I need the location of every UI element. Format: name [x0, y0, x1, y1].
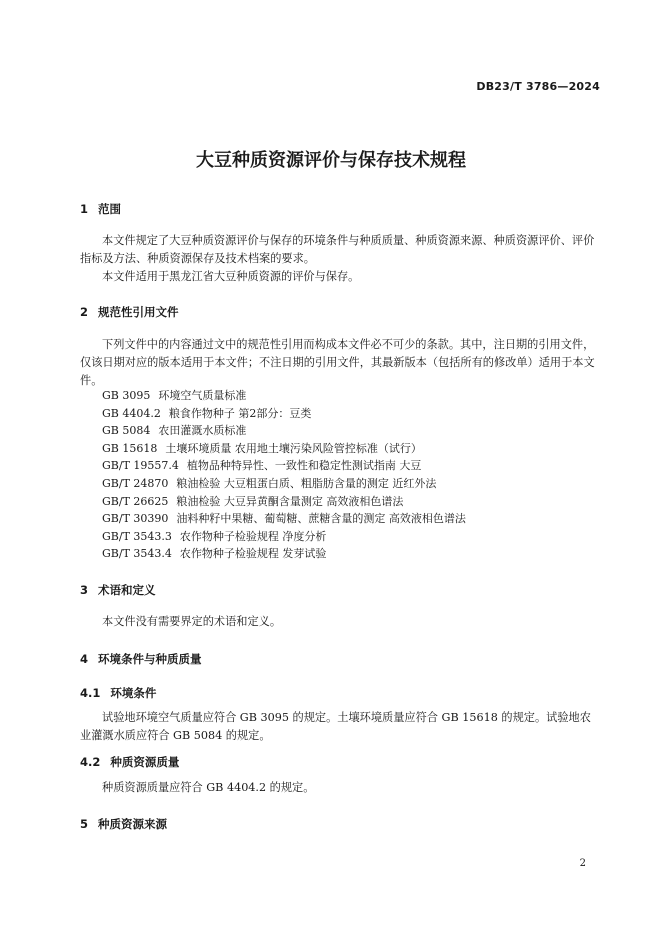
reference-list [102, 387, 466, 563]
scope-paragraph-1: 本文件规定了大豆种质资源评价与保存的环境条件与种质质量、种质资源来源、种质资源评价、评价指标及方法、种质资源保存及技术档案的要求。 [80, 234, 595, 265]
section-title: 范围 [98, 202, 122, 216]
section-5-heading [80, 816, 167, 832]
section-title: 种质资源来源 [98, 817, 168, 831]
section-number: 2 [80, 305, 89, 319]
section-number: 4 [80, 652, 89, 666]
reference-name: 粮食作物种子 第2部分：豆类 [168, 406, 312, 420]
section-2-heading [80, 304, 179, 320]
reference-code: GB/T 3543.3 [102, 529, 172, 543]
reference-code: GB/T 3543.4 [102, 547, 172, 561]
reference-item [102, 545, 466, 563]
reference-item [102, 528, 466, 546]
reference-name: 油料种籽中果糖、葡萄糖、蔗糖含量的测定 高效液相色谱法 [176, 512, 466, 526]
reference-name: 土壤环境质量 农用地土壤污染风险管控标准（试行） [165, 441, 422, 455]
reference-code: GB/T 24870 [102, 476, 169, 490]
scope-paragraph-2: 本文件适用于黑龙江省大豆种质资源的评价与保存。 [102, 270, 360, 283]
page-number: 2 [579, 858, 586, 869]
reference-item [102, 440, 466, 458]
reference-name: 农作物种子检验规程 净度分析 [179, 529, 327, 543]
section-number: 3 [80, 583, 89, 597]
reference-code: GB/T 26625 [102, 494, 169, 508]
reference-item [102, 475, 466, 493]
section-title: 环境条件与种质质量 [98, 652, 202, 666]
section-1-heading [80, 201, 121, 217]
section-title: 规范性引用文件 [98, 305, 179, 319]
terms-paragraph: 本文件没有需要界定的术语和定义。 [102, 615, 282, 628]
reference-name: 农作物种子检验规程 发芽试验 [179, 547, 327, 561]
subsection-4-2-heading [80, 754, 179, 770]
reference-name: 植物品种特异性、一致性和稳定性测试指南 大豆 [186, 459, 422, 473]
reference-code: GB 3095 [102, 389, 151, 402]
reference-item [102, 457, 466, 475]
reference-name: 粮油检验 大豆异黄酮含量测定 高效液相色谱法 [176, 494, 404, 508]
document-code: DB23/T 3786—2024 [476, 80, 600, 93]
reference-item [102, 405, 466, 423]
section-title: 术语和定义 [98, 583, 156, 597]
reference-code: GB/T 19557.4 [102, 459, 179, 473]
subsection-title: 环境条件 [110, 686, 157, 700]
section-3-heading [80, 582, 156, 598]
reference-name: 环境空气质量标准 [158, 389, 247, 402]
reference-item [102, 493, 466, 511]
references-intro: 下列文件中的内容通过文中的规范性引用而构成本文件必不可少的条款。其中，注日期的引用文件，仅该日期对应的版本适用于本文件；不注日期的引用文件，其最新版本（包括所有的修改单）适用于本文件。 [80, 338, 595, 387]
subsection-number: 4.1 [80, 686, 101, 700]
subsection-4-1-heading [80, 685, 156, 701]
reference-item [102, 422, 466, 440]
environment-paragraph: 试验地环境空气质量应符合 GB 3095 的规定。土壤环境质量应符合 GB 15618 的规定。试验地农业灌溉水质应符合 GB 5084 的规定。 [80, 711, 591, 742]
reference-item [102, 510, 466, 528]
section-number: 5 [80, 817, 89, 831]
section-number: 1 [80, 202, 89, 216]
reference-code: GB 5084 [102, 424, 151, 438]
reference-code: GB 15618 [102, 441, 158, 455]
document-title: 大豆种质资源评价与保存技术规程 [196, 150, 466, 171]
section-4-heading [80, 651, 202, 667]
subsection-number: 4.2 [80, 755, 101, 769]
reference-code: GB/T 30390 [102, 512, 169, 526]
reference-name: 农田灌溉水质标准 [158, 424, 247, 438]
subsection-title: 种质资源质量 [110, 755, 180, 769]
reference-code: GB 4404.2 [102, 406, 161, 420]
reference-name: 粮油检验 大豆粗蛋白质、粗脂肪含量的测定 近红外法 [176, 476, 437, 490]
germplasm-quality-paragraph: 种质资源质量应符合 GB 4404.2 的规定。 [102, 781, 315, 794]
reference-item [102, 387, 466, 405]
